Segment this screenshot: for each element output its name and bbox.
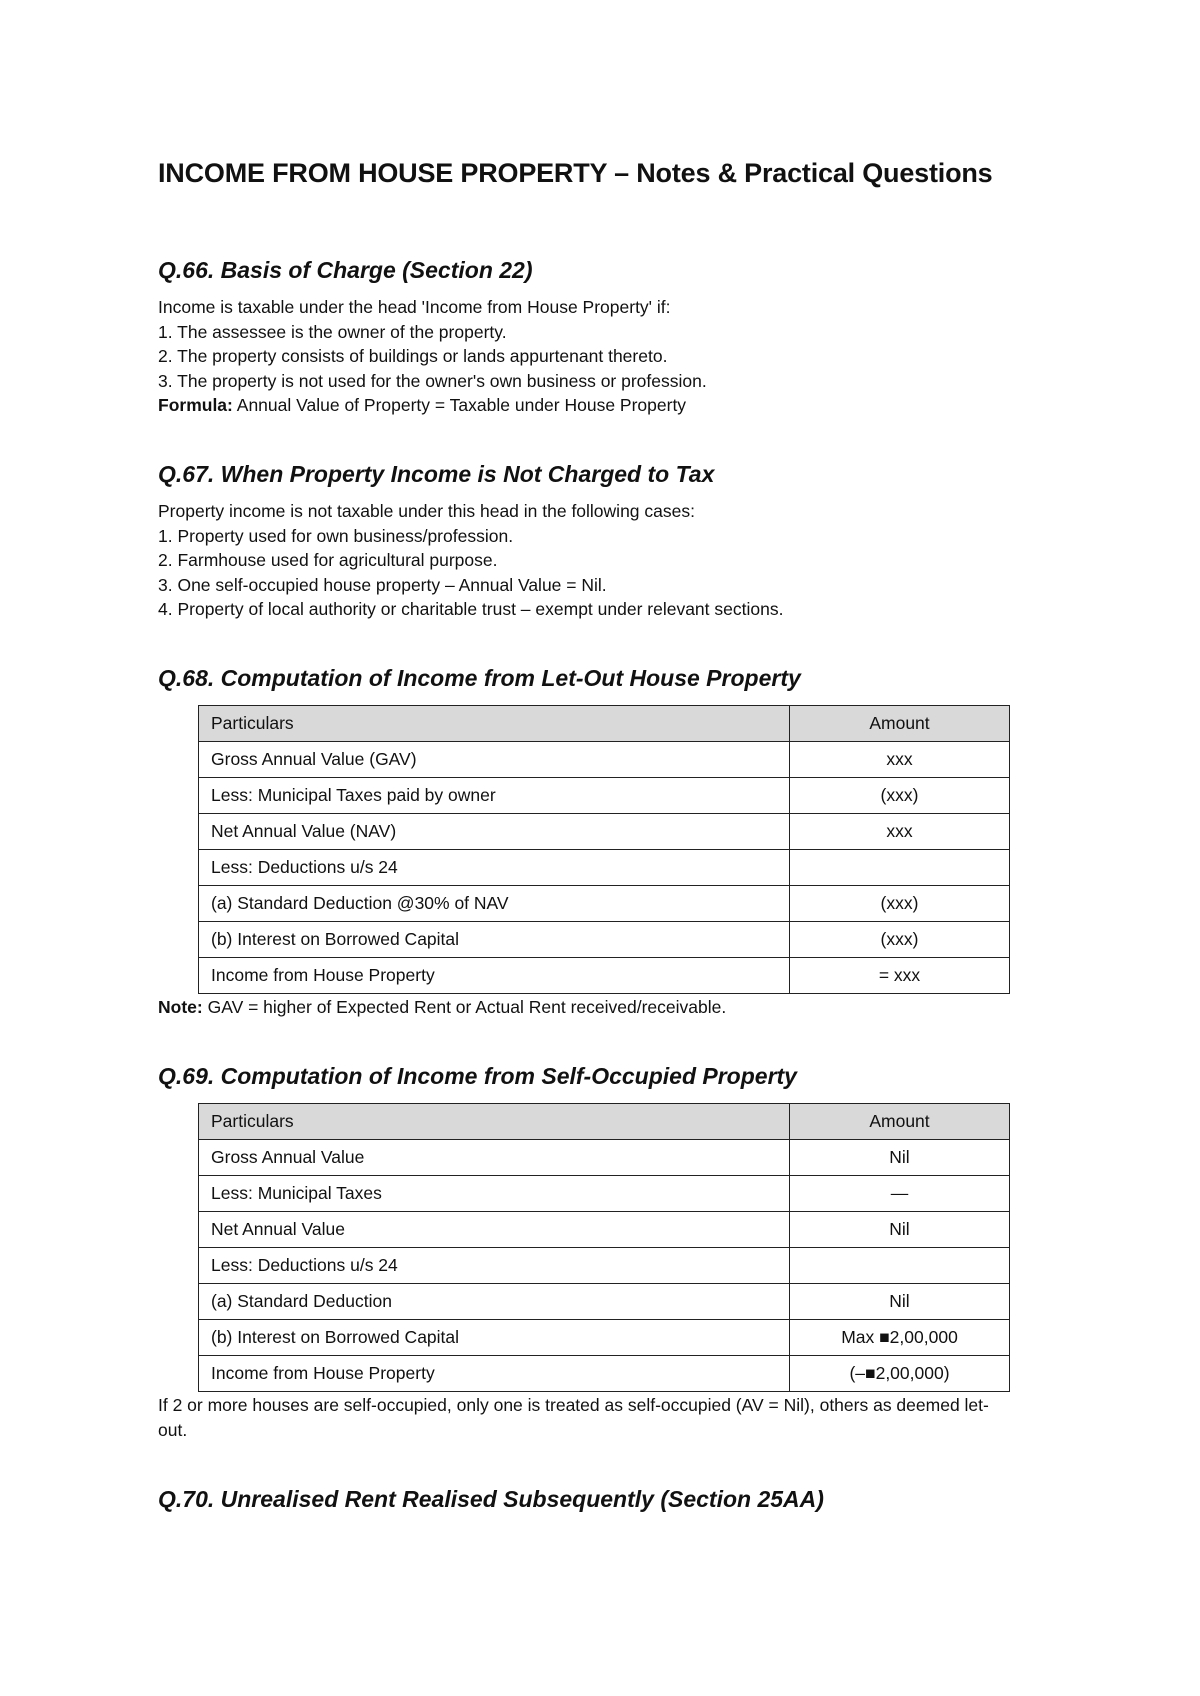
table-row xyxy=(199,1140,1010,1176)
table-row xyxy=(199,1248,1010,1284)
row-amount: (xxx) xyxy=(790,922,1010,958)
row-amount: Nil xyxy=(790,1140,1010,1176)
table-row xyxy=(199,850,1010,886)
q66-formula xyxy=(158,393,1018,418)
row-particular: Income from House Property xyxy=(199,1356,790,1392)
row-amount xyxy=(790,850,1010,886)
section-q66 xyxy=(158,255,1018,418)
table-row xyxy=(199,814,1010,850)
header-particulars: Particulars xyxy=(199,706,790,742)
row-amount: (xxx) xyxy=(790,886,1010,922)
row-particular: (b) Interest on Borrowed Capital xyxy=(199,1320,790,1356)
row-amount: — xyxy=(790,1176,1010,1212)
q67-point-1: 1. Property used for own business/profession. xyxy=(158,525,514,546)
section-q67 xyxy=(158,459,1018,622)
row-particular: Income from House Property xyxy=(199,958,790,994)
q68-heading: Q.68. Computation of Income from Let-Out House Property xyxy=(158,665,801,691)
row-amount: Nil xyxy=(790,1212,1010,1248)
table-row xyxy=(199,1176,1010,1212)
table-row xyxy=(199,958,1010,994)
row-particular: (a) Standard Deduction xyxy=(199,1284,790,1320)
row-particular: Net Annual Value (NAV) xyxy=(199,814,790,850)
document-title: INCOME FROM HOUSE PROPERTY – Notes & Practical Questions xyxy=(158,158,993,188)
q70-heading: Q.70. Unrealised Rent Realised Subsequently (Section 25AA) xyxy=(158,1486,824,1512)
q66-point-2: 2. The property consists of buildings or lands appurtenant thereto. xyxy=(158,346,668,366)
row-particular: Less: Municipal Taxes paid by owner xyxy=(199,778,790,814)
row-particular: Gross Annual Value xyxy=(199,1140,790,1176)
section-q68 xyxy=(158,663,1018,1020)
q67-point-3: 3. One self-occupied house property – Annual Value = Nil. xyxy=(158,574,607,595)
row-amount: (–■2,00,000) xyxy=(790,1356,1010,1392)
q66-heading: Q.66. Basis of Charge (Section 22) xyxy=(158,257,533,283)
section-q69 xyxy=(158,1061,1018,1442)
row-amount: xxx xyxy=(790,742,1010,778)
row-amount: xxx xyxy=(790,814,1010,850)
table-row xyxy=(199,778,1010,814)
q67-point-2: 2. Farmhouse used for agricultural purpose. xyxy=(158,550,498,570)
row-amount: = xxx xyxy=(790,958,1010,994)
q67-heading: Q.67. When Property Income is Not Charged to Tax xyxy=(158,461,715,487)
q69-heading: Q.69. Computation of Income from Self-Occupied Property xyxy=(158,1063,797,1089)
table-row xyxy=(199,1356,1010,1392)
header-particulars: Particulars xyxy=(199,1104,790,1140)
table-row xyxy=(199,922,1010,958)
q69-note: If 2 or more houses are self-occupied, only one is treated as self-occupied (AV = Nil), others as deemed let-out. xyxy=(158,1395,989,1440)
q67-intro: Property income is not taxable under this head in the following cases: xyxy=(158,501,695,521)
table-row xyxy=(199,886,1010,922)
row-amount: Nil xyxy=(790,1284,1010,1320)
formula-text: Annual Value of Property = Taxable under House Property xyxy=(232,395,687,415)
table-header-row xyxy=(199,1104,1010,1140)
row-amount: Max ■2,00,000 xyxy=(790,1320,1010,1356)
row-particular: Less: Deductions u/s 24 xyxy=(199,850,790,886)
q66-point-3: 3. The property is not used for the owner's own business or profession. xyxy=(158,370,707,391)
row-particular: (a) Standard Deduction @30% of NAV xyxy=(199,886,790,922)
row-amount: (xxx) xyxy=(790,778,1010,814)
header-amount: Amount xyxy=(790,1104,1010,1140)
row-particular: Less: Municipal Taxes xyxy=(199,1176,790,1212)
row-particular: Gross Annual Value (GAV) xyxy=(199,742,790,778)
header-amount: Amount xyxy=(790,706,1010,742)
note-label: Note: xyxy=(158,997,203,1017)
row-particular: Less: Deductions u/s 24 xyxy=(199,1248,790,1284)
table-row xyxy=(199,1320,1010,1356)
note-text: GAV = higher of Expected Rent or Actual Rent received/receivable. xyxy=(202,997,727,1017)
section-q70 xyxy=(158,1484,1018,1514)
q68-note xyxy=(158,995,1018,1020)
table-row xyxy=(199,742,1010,778)
table-header-row xyxy=(199,706,1010,742)
row-particular: Net Annual Value xyxy=(199,1212,790,1248)
q67-point-4: 4. Property of local authority or charitable trust – exempt under relevant sections. xyxy=(158,599,784,619)
table-row xyxy=(199,1212,1010,1248)
self-occupied-computation-table xyxy=(198,1103,1010,1392)
q66-intro: Income is taxable under the head 'Income from House Property' if: xyxy=(158,297,671,317)
q66-point-1: 1. The assessee is the owner of the property. xyxy=(158,321,507,342)
let-out-computation-table xyxy=(198,705,1010,994)
formula-label: Formula: xyxy=(158,395,233,415)
row-amount xyxy=(790,1248,1010,1284)
row-particular: (b) Interest on Borrowed Capital xyxy=(199,922,790,958)
table-row xyxy=(199,1284,1010,1320)
